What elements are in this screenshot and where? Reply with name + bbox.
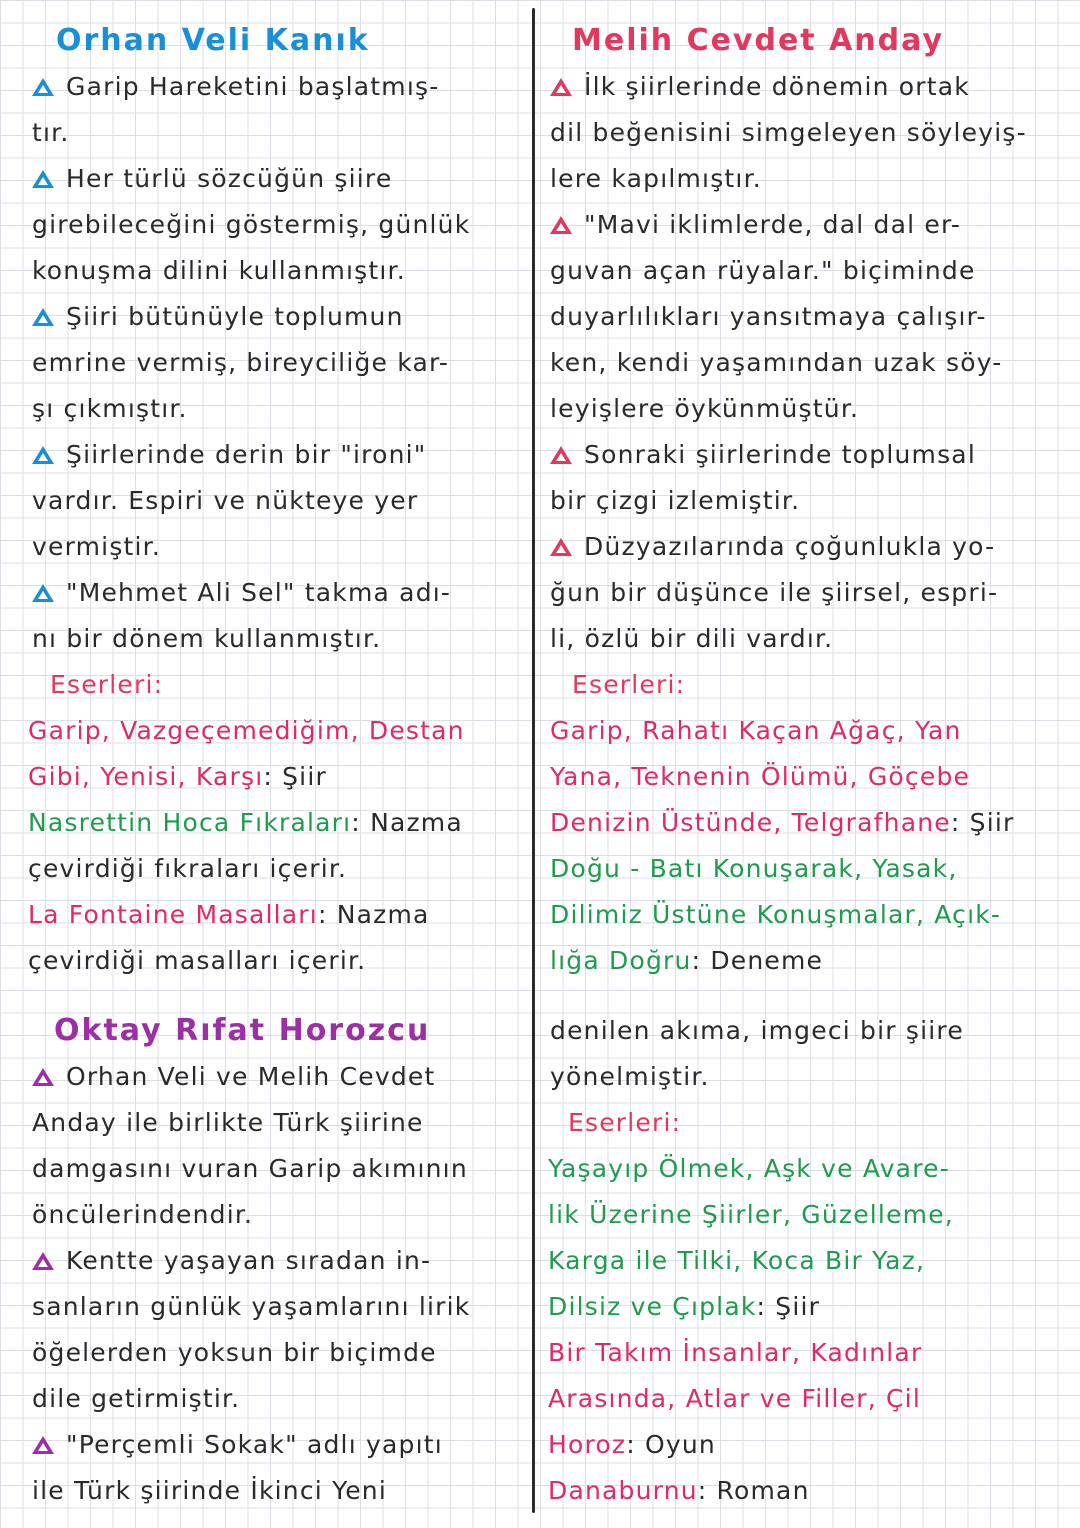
triangle-bullet-icon <box>32 1252 54 1270</box>
triangle-bullet-icon <box>32 170 54 188</box>
text-line: yönelmiştir. <box>550 1062 710 1091</box>
list-item: İlk şiirlerinde dönemin ortak <box>550 64 970 110</box>
triangle-bullet-icon <box>32 584 54 602</box>
triangle-bullet-icon <box>32 78 54 96</box>
text-line: vardır. Espiri ve nükteye yer <box>32 486 419 515</box>
text-line: guvan açan rüyalar." biçiminde <box>550 256 976 285</box>
works-line: Yana, Teknenin Ölümü, Göçebe <box>550 762 971 791</box>
text-line: vermiştir. <box>32 532 162 561</box>
triangle-bullet-icon <box>550 538 572 556</box>
triangle-bullet-icon <box>550 78 572 96</box>
list-item: Şiirlerinde derin bir "ironi" <box>32 432 427 478</box>
list-item: "Mehmet Ali Sel" takma adı- <box>32 570 451 616</box>
text-line: Anday ile birlikte Türk şiirine <box>32 1108 424 1137</box>
text-line: ğun bir düşünce ile şiirsel, espri- <box>550 578 999 607</box>
list-item: Şiiri bütünüyle toplumun <box>32 294 404 340</box>
works-line: Garip, Rahatı Kaçan Ağaç, Yan <box>550 716 962 745</box>
works-line: Arasında, Atlar ve Filler, Çil <box>548 1384 921 1413</box>
column-divider <box>532 8 535 1513</box>
triangle-bullet-icon <box>32 1068 54 1086</box>
list-item: Sonraki şiirlerinde toplumsal <box>550 432 976 478</box>
list-item: Garip Hareketini başlatmış- <box>32 64 439 110</box>
text-line: ken, kendi yaşamından uzak söy- <box>550 348 1003 377</box>
triangle-bullet-icon <box>550 216 572 234</box>
triangle-bullet-icon <box>550 446 572 464</box>
works-label: Eserleri: <box>50 670 164 699</box>
text-line: damgasını vuran Garip akımının <box>32 1154 468 1183</box>
works-label: Eserleri: <box>568 1108 682 1137</box>
triangle-bullet-icon <box>32 1436 54 1454</box>
text-line: öncülerindendir. <box>32 1200 254 1229</box>
text-line: konuşma dilini kullanmıştır. <box>32 256 406 285</box>
text-line: dile getirmiştir. <box>32 1384 241 1413</box>
text-line: duyarlılıkları yansıtmaya çalışır- <box>550 302 987 331</box>
heading-orhan-veli: Orhan Veli Kanık <box>56 23 370 58</box>
list-item: Kentte yaşayan sıradan in- <box>32 1238 431 1284</box>
works-line: Gibi, Yenisi, Karşı: Şiir <box>28 762 327 791</box>
text-line: tır. <box>32 118 70 147</box>
list-item: Orhan Veli ve Melih Cevdet <box>32 1054 436 1100</box>
text-line: çevirdiği masalları içerir. <box>28 946 367 975</box>
text-line: nı bir dönem kullanmıştır. <box>32 624 382 653</box>
works-line: lik Üzerine Şiirler, Güzelleme, <box>548 1200 954 1229</box>
works-line: Bir Takım İnsanlar, Kadınlar <box>548 1338 923 1367</box>
works-line: Dilimiz Üstüne Konuşmalar, Açık- <box>550 900 1002 929</box>
works-line: Nasrettin Hoca Fıkraları: Nazma <box>28 808 463 837</box>
works-line: Denizin Üstünde, Telgrafhane: Şiir <box>550 808 1015 837</box>
text-line: lere kapılmıştır. <box>550 164 762 193</box>
triangle-bullet-icon <box>32 446 54 464</box>
list-item: Düzyazılarında çoğunlukla yo- <box>550 524 995 570</box>
text-line: dil beğenisini simgeleyen söyleyiş- <box>550 118 1027 147</box>
text-line: şı çıkmıştır. <box>32 394 188 423</box>
text-line: ile Türk şiirinde İkinci Yeni <box>32 1476 387 1505</box>
heading-oktay-rifat: Oktay Rıfat Horozcu <box>54 1013 431 1048</box>
list-item: "Perçemli Sokak" adlı yapıtı <box>32 1422 443 1468</box>
text-line: çevirdiği fıkraları içerir. <box>28 854 348 883</box>
text-line: denilen akıma, imgeci bir şiire <box>550 1016 964 1045</box>
works-line: Yaşayıp Ölmek, Aşk ve Avare- <box>548 1154 950 1183</box>
triangle-bullet-icon <box>32 308 54 326</box>
text-line: öğelerden yoksun bir biçimde <box>32 1338 437 1367</box>
works-label: Eserleri: <box>572 670 686 699</box>
works-line: Horoz: Oyun <box>548 1430 716 1459</box>
text-line: li, özlü bir dili vardır. <box>550 624 834 653</box>
heading-melih-cevdet: Melih Cevdet Anday <box>572 23 945 58</box>
works-line: Garip, Vazgeçemediğim, Destan <box>28 716 465 745</box>
text-line: girebileceğini göstermiş, günlük <box>32 210 471 239</box>
text-line: bir çizgi izlemiştir. <box>550 486 801 515</box>
list-item: "Mavi iklimlerde, dal dal er- <box>550 202 961 248</box>
text-line: emrine vermiş, bireyciliğe kar- <box>32 348 450 377</box>
text-line: leyişlere öykünmüştür. <box>550 394 860 423</box>
works-line: Danaburnu: Roman <box>548 1476 810 1505</box>
works-line: Doğu - Batı Konuşarak, Yasak, <box>550 854 958 883</box>
works-line: Karga ile Tilki, Koca Bir Yaz, <box>548 1246 926 1275</box>
works-line: La Fontaine Masalları: Nazma <box>28 900 430 929</box>
text-line: sanların günlük yaşamlarını lirik <box>32 1292 471 1321</box>
list-item: Her türlü sözcüğün şiire <box>32 156 392 202</box>
works-line: lığa Doğru: Deneme <box>550 946 824 975</box>
works-line: Dilsiz ve Çıplak: Şiir <box>548 1292 821 1321</box>
